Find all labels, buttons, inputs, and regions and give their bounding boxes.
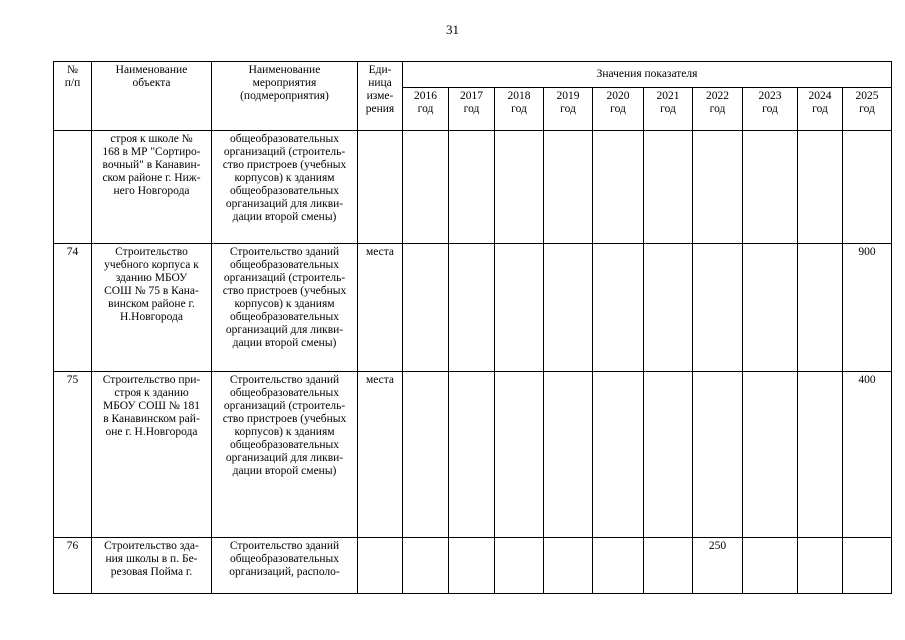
row-event: общеобразовательных организаций (строитель- ство пристроев (учебных корпусов) к зданиям общеобразовательных организаций для ликви- дации второй смены)	[212, 131, 358, 244]
header-year-2017: 2017 год	[449, 88, 495, 131]
row-event: Строительство зданий общеобразовательных организаций (строитель- ство пристроев (учебных корпусов) к зданиям общеобразовательных организаций для ликви- дации второй смены)	[212, 244, 358, 372]
row-unit: места	[358, 372, 403, 538]
header-event: Наименование мероприятия (подмероприятия)	[212, 62, 358, 131]
row-unit	[358, 131, 403, 244]
row-object: Строительство учебного корпуса к зданию МБОУ СОШ № 75 в Кана- винском районе г. Н.Новгорода	[92, 244, 212, 372]
row-event: Строительство зданий общеобразовательных организаций (строитель- ство пристроев (учебных корпусов) к зданиям общеобразовательных организаций для ликви- дации второй смены)	[212, 372, 358, 538]
header-year-2021: 2021 год	[644, 88, 693, 131]
row-value-2017	[449, 538, 495, 594]
row-value-2025: 400	[843, 372, 892, 538]
header-num: № п/п	[54, 62, 92, 131]
page-number: 31	[446, 22, 459, 37]
row-object: Строительство при- строя к зданию МБОУ СОШ № 181 в Канавинском рай- оне г. Н.Новгорода	[92, 372, 212, 538]
row-unit	[358, 538, 403, 594]
row-value-2020	[593, 244, 644, 372]
row-value-2018	[495, 538, 544, 594]
row-object: Строительство зда- ния школы в п. Бе- резовая Пойма г.	[92, 538, 212, 594]
header-year-2018: 2018 год	[495, 88, 544, 131]
row-value-2017	[449, 131, 495, 244]
row-value-2025	[843, 131, 892, 244]
row-object: строя к школе № 168 в МР "Сортиро- вочный" в Канавин- ском районе г. Ниж- него Новгорода	[92, 131, 212, 244]
table-row	[54, 372, 892, 538]
row-value-2021	[644, 131, 693, 244]
row-value-2025	[843, 538, 892, 594]
header-year-2023: 2023 год	[743, 88, 798, 131]
row-value-2020	[593, 131, 644, 244]
row-value-2024	[798, 244, 843, 372]
row-value-2019	[544, 372, 593, 538]
row-num	[54, 131, 92, 244]
header-unit: Еди- ница изме- рения	[358, 62, 403, 131]
header-year-2022: 2022 год	[693, 88, 743, 131]
row-value-2022	[693, 131, 743, 244]
row-value-2018	[495, 131, 544, 244]
row-value-2016	[403, 372, 449, 538]
row-value-2016	[403, 538, 449, 594]
row-value-2024	[798, 372, 843, 538]
row-value-2023	[743, 244, 798, 372]
row-value-2018	[495, 244, 544, 372]
row-value-2021	[644, 538, 693, 594]
row-value-2016	[403, 244, 449, 372]
row-value-2023	[743, 372, 798, 538]
row-value-2021	[644, 372, 693, 538]
row-num: 75	[54, 372, 92, 538]
row-value-2025: 900	[843, 244, 892, 372]
row-num: 74	[54, 244, 92, 372]
header-values-title: Значения показателя	[403, 62, 892, 88]
header-year-2016: 2016 год	[403, 88, 449, 131]
row-value-2024	[798, 538, 843, 594]
row-value-2023	[743, 131, 798, 244]
row-unit: места	[358, 244, 403, 372]
row-num: 76	[54, 538, 92, 594]
header-year-2019: 2019 год	[544, 88, 593, 131]
row-event: Строительство зданий общеобразовательных организаций, располо-	[212, 538, 358, 594]
row-value-2019	[544, 538, 593, 594]
row-value-2020	[593, 538, 644, 594]
header-year-2025: 2025 год	[843, 88, 892, 131]
row-value-2020	[593, 372, 644, 538]
row-value-2022	[693, 372, 743, 538]
table-row	[54, 131, 892, 244]
table-row	[54, 538, 892, 594]
row-value-2016	[403, 131, 449, 244]
row-value-2017	[449, 244, 495, 372]
table-row	[54, 244, 892, 372]
row-value-2018	[495, 372, 544, 538]
header-year-2024: 2024 год	[798, 88, 843, 131]
row-value-2023	[743, 538, 798, 594]
header-object: Наименование объекта	[92, 62, 212, 131]
row-value-2022	[693, 244, 743, 372]
indicator-table	[53, 61, 892, 594]
row-value-2017	[449, 372, 495, 538]
header-year-2020: 2020 год	[593, 88, 644, 131]
row-value-2021	[644, 244, 693, 372]
row-value-2024	[798, 131, 843, 244]
row-value-2019	[544, 131, 593, 244]
row-value-2022: 250	[693, 538, 743, 594]
row-value-2019	[544, 244, 593, 372]
